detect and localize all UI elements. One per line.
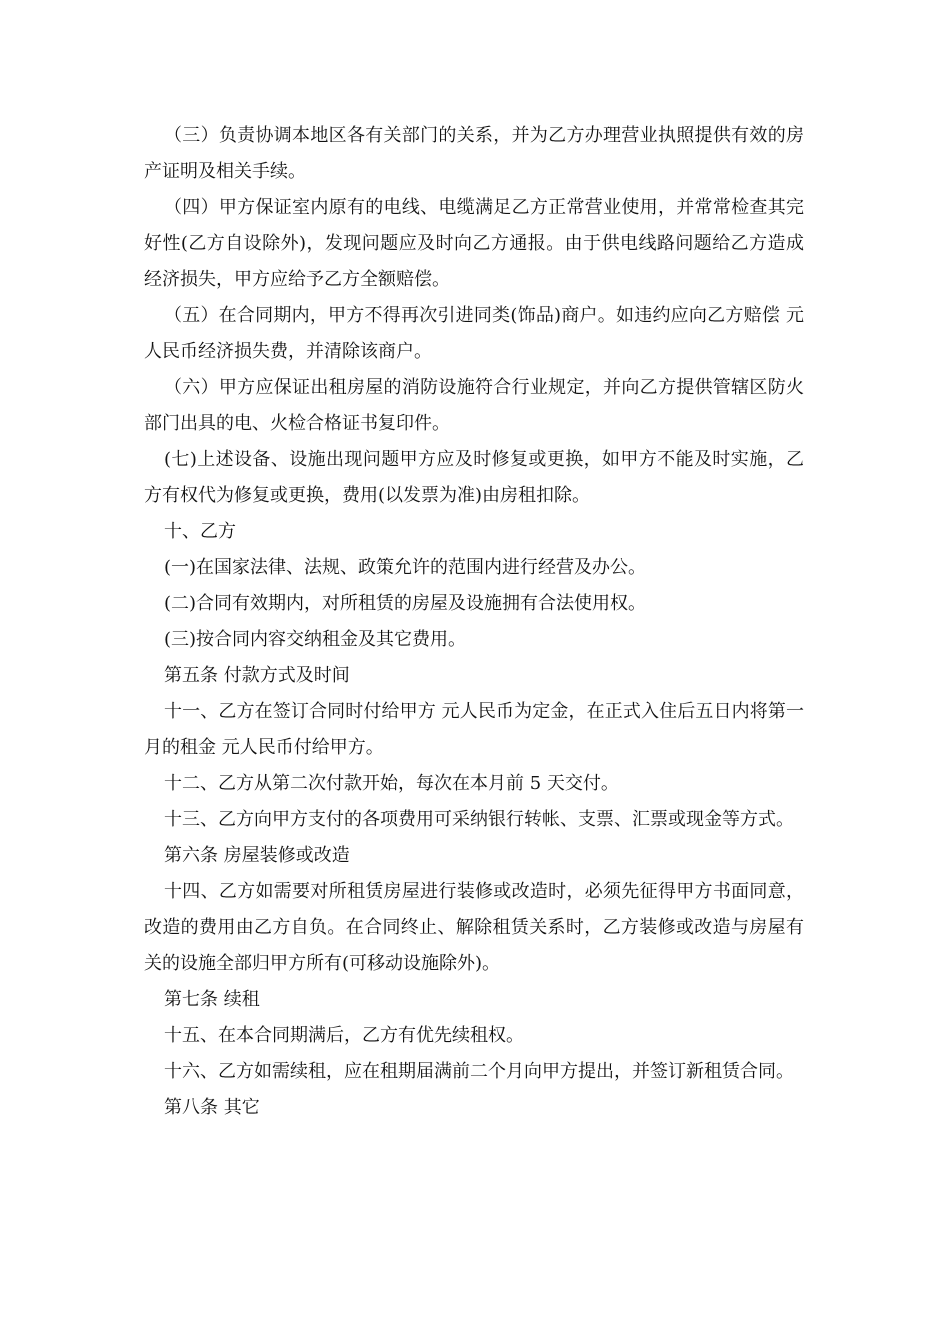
article-6-heading: 第六条 房屋装修或改造 [164,845,350,866]
paragraph-tenant-right-2: (二)合同有效期内，对所租赁的房屋及设施拥有合法使用权。 [164,593,647,614]
paragraph-item-15: 十五、在本合同期满后，乙方有优先续租权。 [164,1025,524,1046]
paragraph-item-11: 十一、乙方在签订合同时付给甲方 元人民币为定金，在正式入住后五日内将第一月的租金 元人民币付给甲方。 [144,701,804,758]
article-5-heading: 第五条 付款方式及时间 [164,665,350,686]
article-8-heading: 第八条 其它 [164,1097,260,1118]
paragraph-tenant-right-3: (三)按合同内容交纳租金及其它费用。 [164,629,467,650]
paragraph-item-16: 十六、乙方如需续租，应在租期届满前二个月向甲方提出，并签订新租赁合同。 [164,1061,794,1082]
paragraph-landlord-duty-3: （三）负责协调本地区各有关部门的关系，并为乙方办理营业执照提供有效的房产证明及相关手续。 [144,125,804,182]
paragraph-item-14: 十四、乙方如需要对所租赁房屋进行装修或改造时，必须先征得甲方书面同意，改造的费用由乙方自负。在合同终止、解除租赁关系时，乙方装修或改造与房屋有关的设施全部归甲方所有(可移动设施除外)。 [144,881,804,974]
document-body [144,118,804,1126]
paragraph-landlord-duty-5: （五）在合同期内，甲方不得再次引进同类(饰品)商户。如违约应向乙方赔偿 元人民币经济损失费，并清除该商户。 [144,305,804,362]
paragraph-item-12: 十二、乙方从第二次付款开始，每次在本月前 5 天交付。 [164,773,619,794]
article-7-heading: 第七条 续租 [164,989,260,1010]
paragraph-landlord-duty-7: (七)上述设备、设施出现问题甲方应及时修复或更换，如甲方不能及时实施，乙方有权代为修复或更换，费用(以发票为准)由房租扣除。 [144,449,804,506]
paragraph-landlord-duty-4: （四）甲方保证室内原有的电线、电缆满足乙方正常营业使用，并常常检查其完好性(乙方自设除外)，发现问题应及时向乙方通报。由于供电线路问题给乙方造成经济损失，甲方应给予乙方全额赔偿。 [144,197,804,290]
section-tenant-heading: 十、乙方 [164,521,236,542]
paragraph-tenant-right-1: (一)在国家法律、法规、政策允许的范围内进行经营及办公。 [164,557,647,578]
paragraph-item-13: 十三、乙方向甲方支付的各项费用可采纳银行转帐、支票、汇票或现金等方式。 [164,809,794,830]
paragraph-landlord-duty-6: （六）甲方应保证出租房屋的消防设施符合行业规定，并向乙方提供管辖区防火部门出具的电、火检合格证书复印件。 [144,377,804,434]
